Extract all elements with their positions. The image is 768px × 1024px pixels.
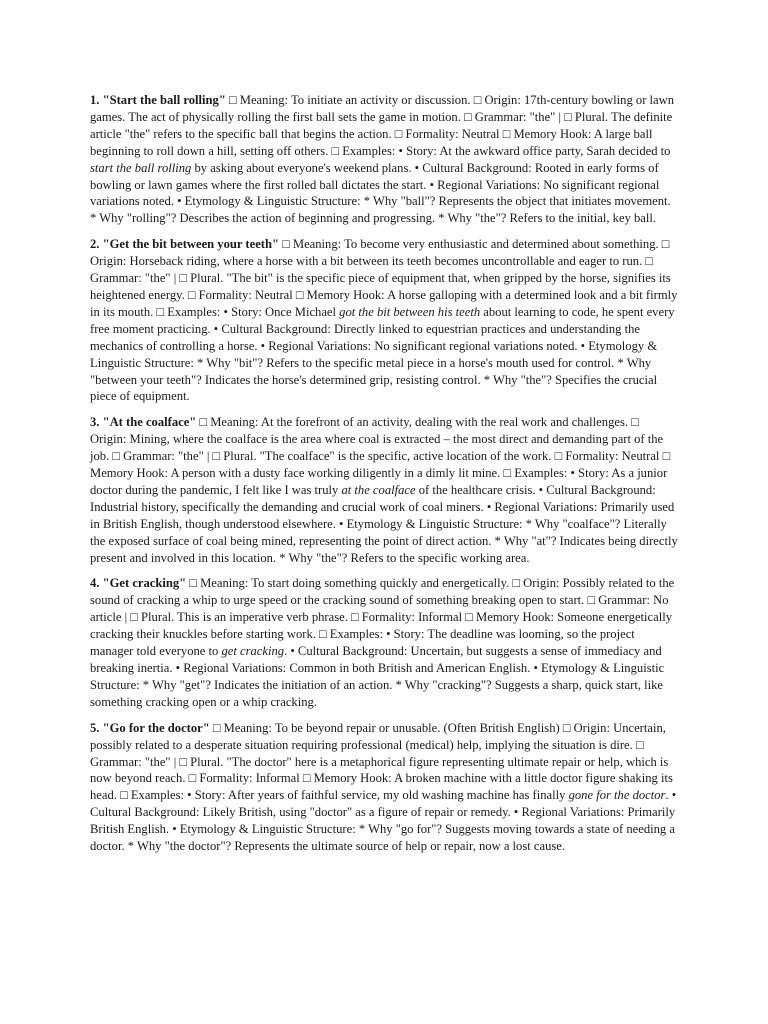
idiom-entry-1 [90, 92, 678, 227]
example-idiom-usage: start the ball rolling [90, 160, 192, 175]
entry-text: □ Meaning: To start doing something quickly and energetically. □ Origin: Possibly related to the sound of cracking a whip to urge speed or the cracking sound of something breaking open to start. □ Grammar: No article | □ Plural. This is an imperative verb phrase. □ Formality: Informal □ Memory Hook: Someone energetically cracking their knuckles before starting work. □ Examples: • Story: The deadline was looming, so the project manager told everyone to [90, 576, 675, 659]
entry-text-continued: of the healthcare crisis. • Cultural Background: Industrial history, specifically the demanding and crucial work of coal miners. • Regional Variations: Primarily used in British English, though understood elsewhere. • Etymology & Linguistic Structure: * Why "coalface"? Literally the exposed surface of coal being mined, representing the point of direct action. * Why "at"? Indicates being directly present and involved in this location. * Why "the"? Refers to the specific working area. [90, 482, 678, 565]
example-idiom-usage: at the coalface [341, 482, 416, 497]
document-body [90, 92, 678, 864]
idiom-heading: 2. "Get the bit between your teeth" [90, 237, 279, 252]
example-idiom-usage: get cracking [221, 644, 285, 659]
idiom-heading: 3. "At the coalface" [90, 415, 197, 430]
entry-text: □ Meaning: To be beyond repair or unusable. (Often British English) □ Origin: Uncertain, possibly related to a desperate situation requiring professional (medical) help, implying the situation is dire. □ Grammar: "the" | □ Plural. "The doctor" here is a metaphorical figure representing ultimate repair or help, which is now beyond reach. □ Formality: Informal □ Memory Hook: A broken machine with a little doctor figure shaking its head. □ Examples: • Story: After years of faithful service, my old washing machine has finally [90, 720, 673, 803]
idiom-heading: 4. "Get cracking" [90, 576, 187, 591]
idiom-heading: 1. "Start the ball rolling" [90, 93, 226, 107]
example-idiom-usage: got the bit between his teeth [339, 304, 481, 319]
idiom-heading: 5. "Go for the doctor" [90, 720, 210, 735]
idiom-entry-5 [90, 720, 678, 855]
entry-text: □ Meaning: To become very enthusiastic and determined about something. □ Origin: Horseback riding, where a horse with a bit between its teeth becomes uncontrollable and eager to run. □ Grammar: "the" | □ Plural. "The bit" is the specific piece of equipment that, when gripped by the horse, signifies its heightened energy. □ Formality: Neutral □ Memory Hook: A horse galloping with a determined look and a bit firmly in its mouth. □ Examples: • Story: Once Michael [90, 237, 678, 319]
entry-text-continued: . • Cultural Background: Likely British, using "doctor" as a figure of repair or remedy. • Regional Variations: Primarily British English. • Etymology & Linguistic Structure: * Why "go for"? Suggests moving towards a state of needing a doctor. * Why "the doctor"? Represents the ultimate source of help or repair, now a lost cause. [90, 788, 677, 854]
entry-text: □ Meaning: To initiate an activity or discussion. □ Origin: 17th-century bowling or lawn games. The act of physically rolling the first ball sets the game in motion. □ Grammar: "the" | □ Plural. The definite article "the" refers to the specific ball that begins the action. □ Formality: Neutral □ Memory Hook: A large ball beginning to roll down a hill, setting off others. □ Examples: • Story: At the awkward office party, Sarah decided to [90, 93, 675, 158]
example-idiom-usage: gone for the doctor [568, 788, 666, 803]
idiom-entry-2 [90, 236, 678, 405]
entry-text-continued: about learning to code, he spent every free moment practicing. • Cultural Background: Directly linked to equestrian practices and understanding the mechanics of controlling a horse. • Regional Variations: No significant regional variations noted. • Etymology & Linguistic Structure: * Why "bit"? Refers to the specific metal piece in a horse's mouth used for control. * Why "between your teeth"? Indicates the horse's determined grip, resisting control. * Why "the"? Specifies the crucial piece of equipment. [90, 304, 675, 404]
entry-text: □ Meaning: At the forefront of an activity, dealing with the real work and challenges. □ Origin: Mining, where the coalface is the area where coal is extracted – the most direct and demanding part of the job. □ Grammar: "the" | □ Plural. "The coalface" is the specific, active location of the work. □ Formality: Neutral □ Memory Hook: A person with a dusty face working diligently in a dimly lit mine. □ Examples: • Story: As a junior doctor during the pandemic, I felt like I was truly [90, 415, 671, 497]
idiom-entry-3 [90, 414, 678, 566]
idiom-entry-4 [90, 575, 678, 710]
entry-text-continued: . • Cultural Background: Uncertain, but suggests a sense of immediacy and breaking inertia. • Regional Variations: Common in both British and American English. • Etymology & Linguistic Structure: * Why "get"? Indicates the initiation of an action. * Why "cracking"? Suggests a sharp, quick start, like something cracking open or a whip cracking. [90, 644, 665, 709]
entry-text-continued: by asking about everyone's weekend plans. • Cultural Background: Rooted in early forms of bowling or lawn games where the first rolled ball dictates the start. • Regional Variations: No significant regional variations noted. • Etymology & Linguistic Structure: * Why "ball"? Represents the object that initiates movement. * Why "rolling"? Describes the action of beginning and progressing. * Why "the"? Refers to the initial, key ball. [90, 160, 671, 226]
